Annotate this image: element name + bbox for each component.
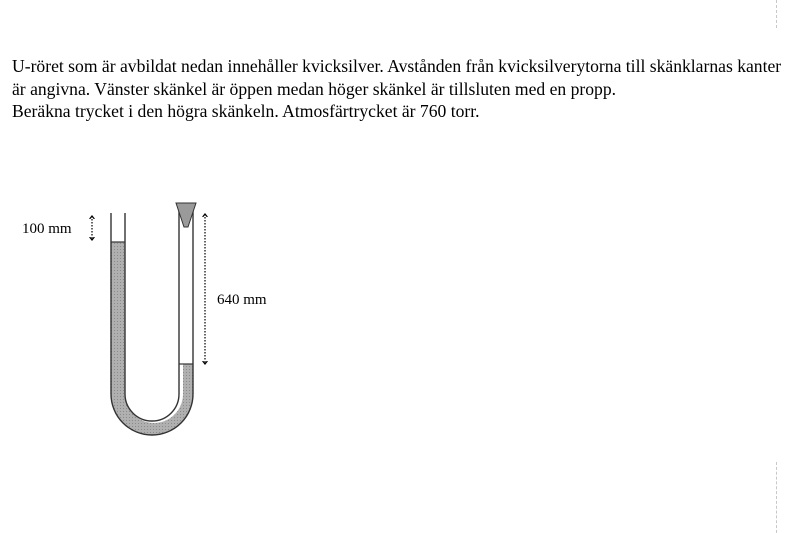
problem-paragraph-1: U-röret som är avbildat nedan innehåller kvicksilver. Avstånden från kvicksilverytorna till skänklarnas kanter är angivna. Vänster skänkel är öppen medan höger skänkel är tillsluten med en propp. [12,56,782,99]
mercury-column [111,242,193,435]
right-dimension-label: 640 mm [217,292,267,308]
tube-inner-wall [125,205,179,421]
problem-paragraph-2: Beräkna trycket i den högra skänkeln. Atmosfärtrycket är 760 torr. [12,101,480,121]
left-dimension-label: 100 mm [22,221,72,237]
